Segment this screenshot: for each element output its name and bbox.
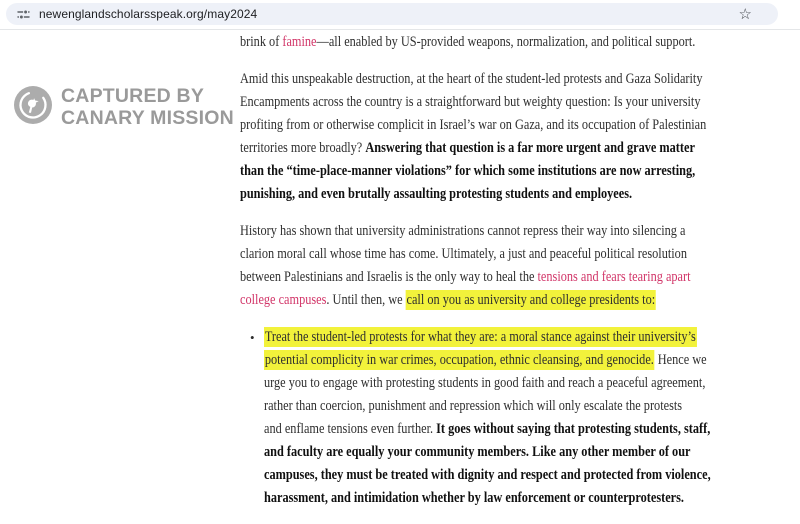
text-run: —all enabled by US-provided weapons, normalization, and political support.: [316, 34, 696, 50]
text-line: [264, 326, 700, 349]
bullet-item: [240, 326, 796, 510]
text-line: [264, 349, 707, 372]
text-run: profiting from or otherwise complicit in Israel’s war on Gaza, and its occupation of Palestinian: [240, 117, 707, 133]
text-line: [264, 464, 711, 487]
bold-text: than the “time-place-manner violations” for which some institutions are now arresting,: [240, 163, 696, 179]
watermark-line2: CANARY MISSION: [61, 107, 234, 129]
text-run: urge you to engage with protesting students in good faith and reach a peaceful agreement,: [264, 375, 706, 391]
text-line: [264, 418, 711, 441]
text-run: Encampments across the country is a straightforward but weighty question: Is your university: [240, 94, 701, 110]
bullet-marker: •: [250, 330, 255, 345]
text-line: [264, 372, 706, 395]
canary-bird-logo-icon: [14, 86, 52, 129]
inline-link[interactable]: college campuses: [240, 292, 327, 308]
highlighted-text: Treat the student-led protests for what they are: a moral stance against their university’s: [264, 329, 696, 345]
paragraph: [240, 220, 796, 312]
text-run: between Palestinians and Israelis is the only way to heal the: [240, 269, 538, 285]
text-line: [264, 441, 700, 464]
text-line: [240, 243, 696, 266]
bold-text: Answering that question is a far more urgent and grave matter: [365, 140, 695, 156]
text-line: [240, 289, 696, 312]
watermark-line1: CAPTURED BY: [61, 85, 205, 107]
text-line: [240, 160, 696, 183]
text-run: clarion moral call whose time has come. Ultimately, a just and peaceful political resolution: [240, 246, 687, 262]
text-line: [240, 137, 696, 160]
text-line: [240, 114, 707, 137]
text-line: [240, 183, 696, 206]
text-line: [240, 91, 701, 114]
text-line: [240, 266, 696, 289]
text-run: and enflame tensions even further.: [264, 421, 437, 437]
browser-toolbar: [0, 0, 800, 30]
text-run: Hence we: [654, 352, 707, 368]
text-line: [264, 487, 700, 510]
text-line: [240, 68, 703, 91]
highlighted-text: call on you as university and college presidents to:: [406, 292, 656, 308]
url-text[interactable]: newenglandscholarsspeak.org/may2024: [39, 7, 258, 21]
paragraph: [240, 68, 796, 206]
bold-text: and faculty are equally your community members. Like any other member of our: [264, 444, 691, 460]
text-line: [240, 220, 696, 243]
text-run: Amid this unspeakable destruction, at the heart of the student-led protests and Gaza Solidarity: [240, 71, 703, 87]
text-run: territories more broadly?: [240, 140, 366, 156]
inline-link[interactable]: tensions and fears tearing apart: [537, 269, 691, 285]
text-line: [264, 395, 700, 418]
text-run: rather than coercion, punishment and repression which will only escalate the protests: [264, 398, 683, 414]
inline-link[interactable]: famine: [282, 34, 317, 50]
text-run: . Until then, we: [326, 292, 406, 308]
highlighted-text: potential complicity in war crimes, occupation, ethnic cleansing, and genocide.: [264, 352, 654, 368]
article: [240, 31, 796, 524]
site-info-tune-icon[interactable]: [17, 8, 30, 21]
text-line: [240, 31, 696, 54]
address-bar[interactable]: [6, 3, 778, 25]
bold-text: punishing, and even brutally assaulting protesting students and employees.: [240, 186, 633, 202]
text-run: brink of: [240, 34, 283, 50]
text-run: History has shown that university administrations cannot repress their way into silencing a: [240, 223, 686, 239]
bold-text: harassment, and intimidation whether by law enforcement or counterprotesters.: [264, 490, 684, 506]
bookmark-star-icon[interactable]: ☆: [738, 5, 752, 23]
bold-text: campuses, they must be treated with dignity and respect and protected from violence,: [264, 467, 711, 483]
canary-mission-watermark: [14, 85, 234, 129]
paragraph: [240, 31, 796, 54]
bold-text: It goes without saying that protesting students, staff,: [436, 421, 711, 437]
